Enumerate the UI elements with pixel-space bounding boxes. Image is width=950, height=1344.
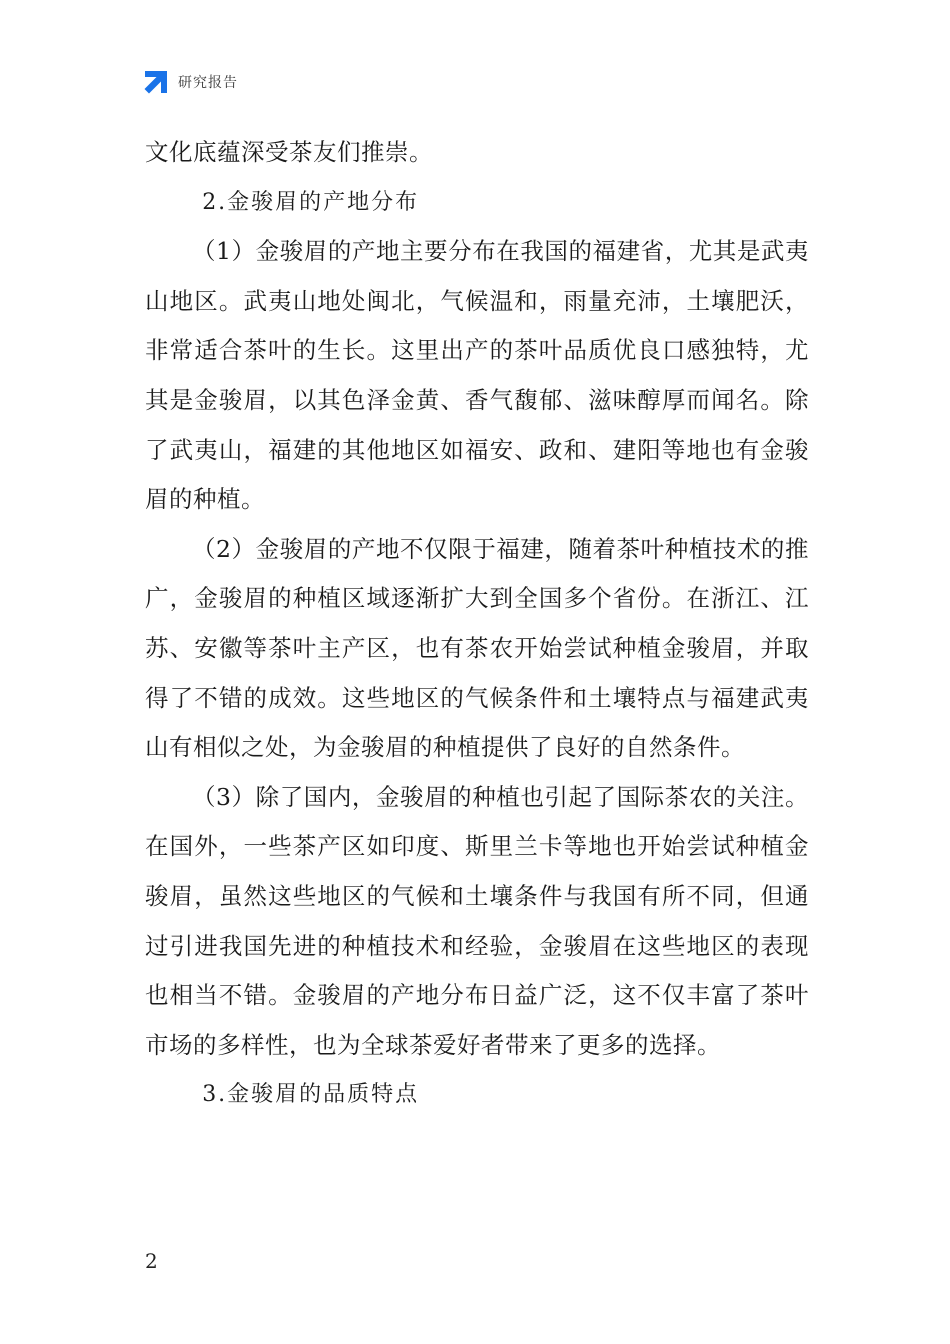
paragraph-1: （1）金骏眉的产地主要分布在我国的福建省，尤其是武夷山地区。武夷山地处闽北，气候温和，雨量充沛，土壤肥沃，非常适合茶叶的生长。这里出产的茶叶品质优良口感独特，尤其是金骏眉，以其色泽金黄、香气馥郁、滋味醇厚而闻名。除了武夷山，福建的其他地区如福安、政和、建阳等地也有金骏眉的种植。 [145, 237, 809, 514]
section-heading-origin: 2.金骏眉的产地分布 [202, 189, 420, 215]
paragraph-2: （2）金骏眉的产地不仅限于福建，随着茶叶种植技术的推广，金骏眉的种植区域逐渐扩大到全国多个省份。在浙江、江苏、安徽等茶叶主产区，也有茶农开始尝试种植金骏眉，并取得了不错的成效。这些地区的气候条件和土壤特点与福建武夷山有相似之处，为金骏眉的种植提供了良好的自然条件。 [145, 534, 809, 762]
header-title: 研究报告 [178, 75, 238, 91]
page-header [143, 68, 238, 96]
arrow-logo-icon [143, 69, 169, 95]
section-heading-quality: 3.金骏眉的品质特点 [202, 1082, 420, 1108]
page-number: 2 [145, 1249, 158, 1273]
paragraph-3: （3）除了国内，金骏眉的种植也引起了国际茶农的关注。在国外，一些茶产区如印度、斯里兰卡等地也开始尝试种植金骏眉，虽然这些地区的气候和土壤条件与我国有所不同，但通过引进我国先进的种植技术和经验，金骏眉在这些地区的表现也相当不错。金骏眉的产地分布日益广泛，这不仅丰富了茶叶市场的多样性，也为全球茶爱好者带来了更多的选择。 [145, 782, 809, 1059]
document-body [145, 128, 809, 1120]
paragraph-continuation: 文化底蕴深受茶友们推崇。 [145, 138, 433, 166]
